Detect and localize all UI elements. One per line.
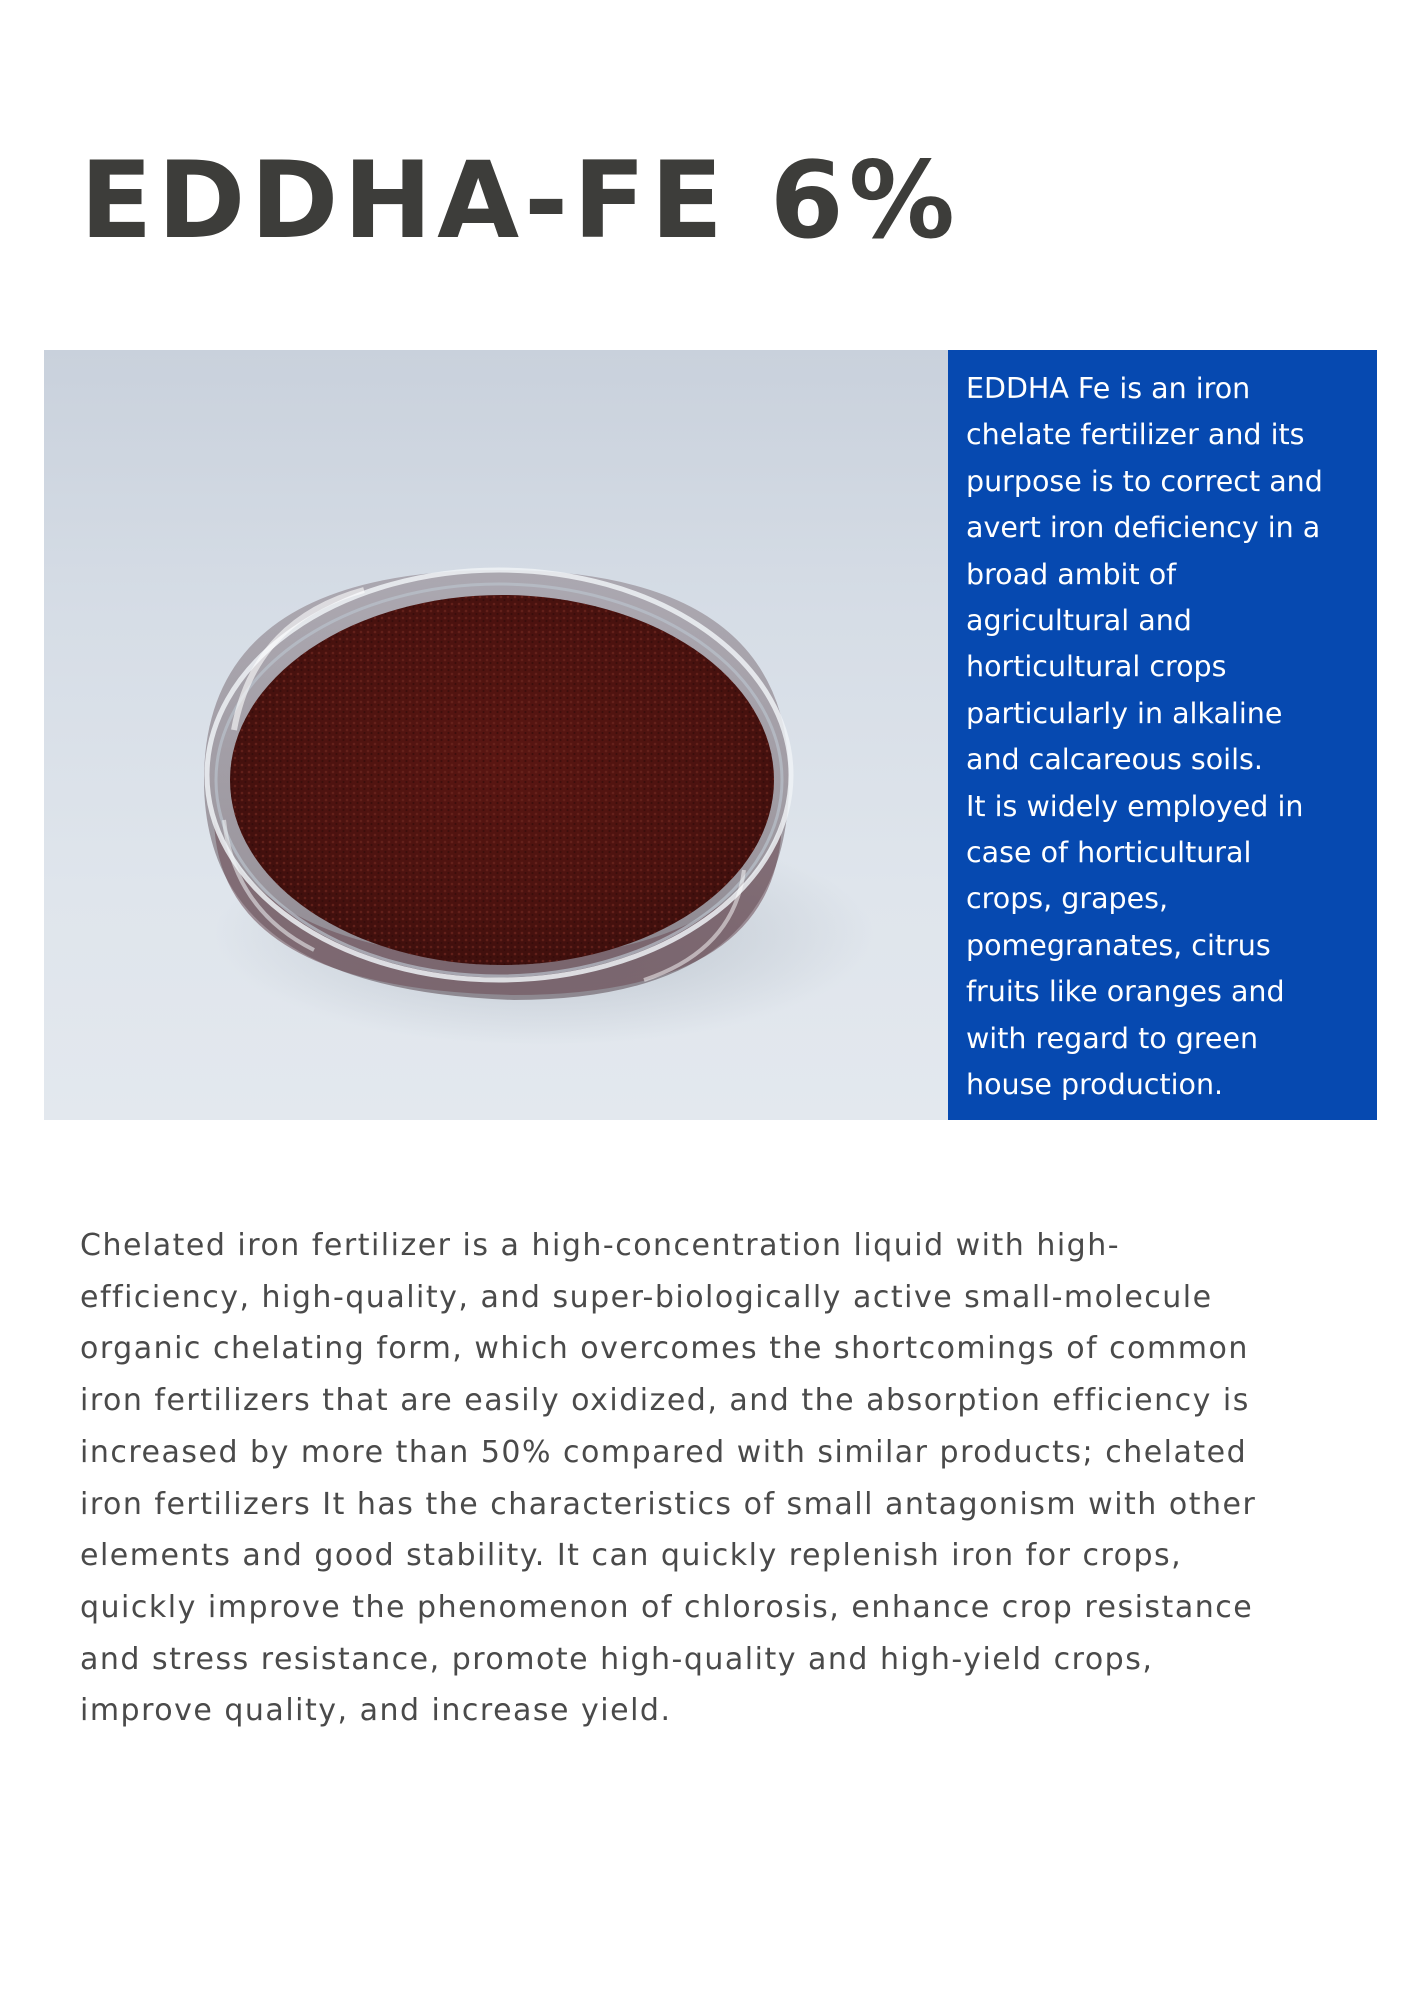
page-title: EDDHA-FE 6% <box>80 139 960 262</box>
hero-section <box>44 350 1377 1120</box>
description-text: EDDHA Fe is an iron chelate fertilizer and its purpose is to correct and avert iron deficiency in a broad ambit of agricultural and horticultural crops particularly in alkaline and calcareous soils. It is widely employed in case of horticultural crops, grapes, pomegranates, citrus fruits like oranges and with regard to green house production. <box>966 372 1323 1102</box>
petri-dish-icon <box>44 350 948 1120</box>
description-panel <box>948 350 1377 1120</box>
body-paragraph: Chelated iron fertilizer is a high-concentration liquid with high- efficiency, high-quality, and super-biologically active small-molecule organic chelating form, which overcomes the shortcomings of common iron fertilizers that are easily oxidized, and the absorption efficiency is increased by more than 50% compared with similar products; chelated iron fertilizers It has the characteristics of small antagonism with other elements and good stability. It can quickly replenish iron for crops, quickly improve the phenomenon of chlorosis, enhance crop resistance and stress resistance, promote high-quality and high-yield crops, improve quality, and increase yield. <box>80 1228 1257 1729</box>
product-photo <box>44 350 948 1120</box>
